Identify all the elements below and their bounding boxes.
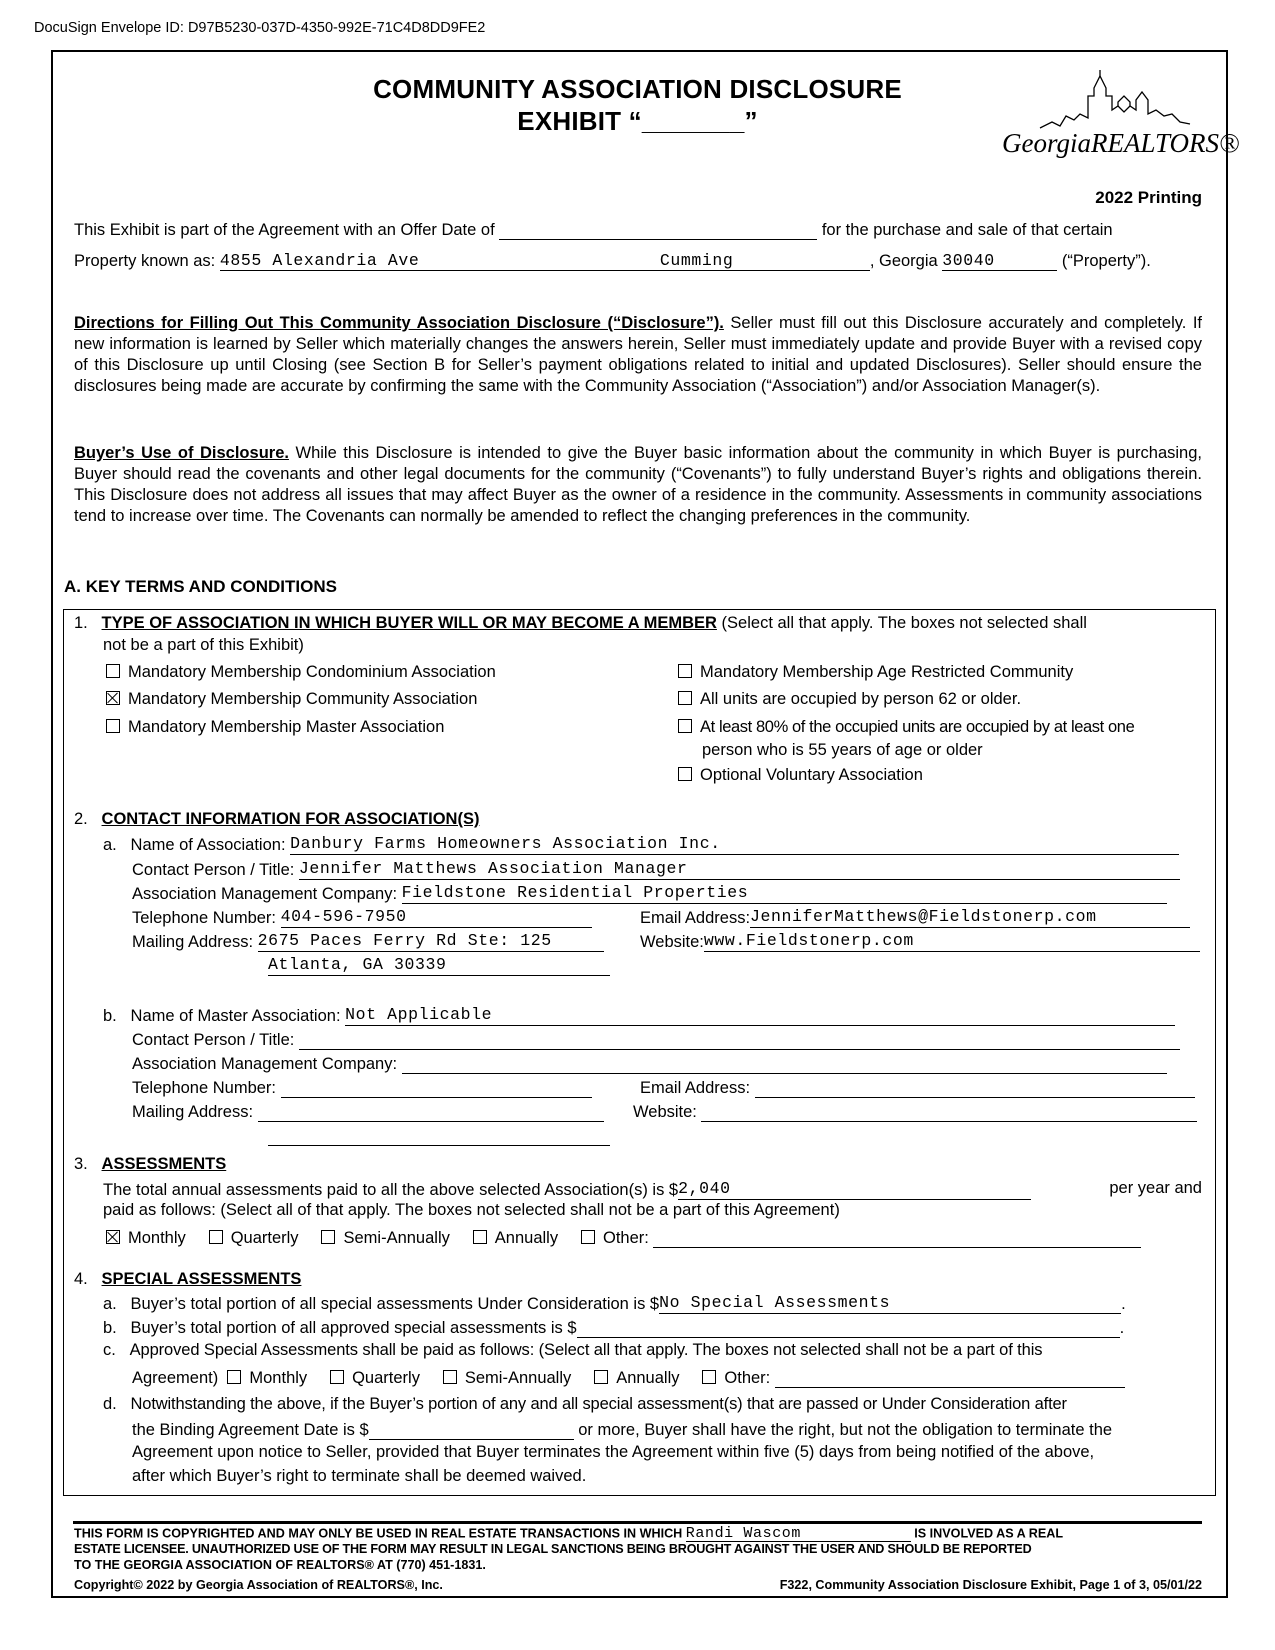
special-semi-annually-checkbox[interactable] (443, 1370, 457, 1384)
quarterly-label: Quarterly (230, 1229, 299, 1247)
special-monthly-label: Monthly (249, 1369, 308, 1387)
master-mail-field[interactable] (258, 1101, 604, 1122)
mgmt-company-label: Association Management Company: (132, 885, 398, 903)
condominium-label: Mandatory Membership Condominium Association (128, 663, 496, 681)
option-voluntary[interactable] (678, 766, 923, 785)
form-title: COMMUNITY ASSOCIATION DISCLOSURE (373, 74, 902, 104)
envelope-id: DocuSign Envelope ID: D97B5230-037D-4350-992E-71C4D8DD9FE2 (34, 20, 486, 36)
intro-offer-text: This Exhibit is part of the Agreement with an Offer Date of (74, 221, 495, 239)
item2a-name-row (103, 834, 1179, 855)
item1-note-cont: not be a part of this Exhibit) (103, 636, 304, 654)
email-label: Email Address: (640, 909, 751, 927)
special-annually-label: Annually (616, 1369, 680, 1387)
special-annually-checkbox[interactable] (594, 1370, 608, 1384)
item2a-letter: a. (103, 836, 117, 854)
item4b-text: Buyer’s total portion of all approved special assessments is $ (130, 1319, 577, 1337)
master-phone-field[interactable] (281, 1077, 592, 1098)
special-other-field[interactable] (775, 1367, 1125, 1388)
buyers-use-body: While this Disclosure is intended to give the Buyer basic information about the community in which Buyer is purchasing, Buyer should read the covenants and other legal documents for the community (“Covenants”) to fully understand Buyer’s rights and obligations therein. This Disclosure does not address all issues that may affect Buyer as the owner of a residence in the community. Assessments in community associations tend to increase over time. The Covenants can normally be amended to reflect the changing preferences in the community. (74, 444, 1202, 525)
master-website-label: Website: (633, 1103, 697, 1121)
master-contact-label: Contact Person / Title: (132, 1031, 295, 1049)
monthly-checkbox[interactable] (106, 1230, 120, 1244)
mailing-address-label: Mailing Address: (132, 933, 254, 951)
footer-copyright: Copyright© 2022 by Georgia Association of REALTORS®, Inc. (74, 1578, 443, 1592)
item4d-line1: Notwithstanding the above, if the Buyer’s portion of any and all special assessment(s) that are passed or Under Consideration after (130, 1395, 1067, 1413)
item4-heading-row (74, 1270, 301, 1289)
master-mail-label: Mailing Address: (132, 1103, 254, 1121)
footer-line-2: ESTATE LICENSEE. UNAUTHORIZED USE OF THE FORM MAY RESULT IN LEGAL SANCTIONS BEING BROUGHT AGAINST THE USER AND SHOULD BE REPORTED (74, 1542, 1032, 1556)
item2b-letter: b. (103, 1007, 117, 1025)
item4-number: 4. (74, 1270, 88, 1288)
master-checkbox[interactable] (106, 719, 120, 733)
directions-body: Seller must fill out this Disclosure accurately and completely. If new information is learned by Seller which materially changes the answers herein, Seller must immediately update and provide Buyer with a revised copy of this Disclosure up until Closing (see Section B for Seller’s payment obligations related to initial and updated Disclosures). Seller should ensure the disclosures being made are accurate by confirming the same with the Community Association (“Association”) and/or Association Manager(s). (74, 314, 1202, 395)
item3-number: 3. (74, 1155, 88, 1173)
item4d-line2-b: or more, Buyer shall have the right, but not the obligation to terminate the (578, 1421, 1113, 1439)
item1-note: (Select all that apply. The boxes not selected shall (721, 614, 1087, 632)
phone-field[interactable] (281, 907, 592, 928)
contact-person-value: Jennifer Matthews Association Manager (298, 859, 688, 878)
option-condominium[interactable] (106, 663, 496, 682)
email-field[interactable] (750, 907, 1190, 928)
mailing-address-field-2[interactable] (268, 955, 610, 976)
master-association-name-value: Not Applicable (345, 1005, 493, 1024)
contact-person-label: Contact Person / Title: (132, 861, 295, 879)
intro-line-2 (74, 251, 1202, 271)
age-restricted-label: Mandatory Membership Age Restricted Community (700, 663, 1074, 681)
master-mail-field-2[interactable] (268, 1125, 610, 1146)
footer-line1-a: THIS FORM IS COPYRIGHTED AND MAY ONLY BE USED IN REAL ESTATE TRANSACTIONS IN WHICH (74, 1526, 683, 1541)
master-label: Mandatory Membership Master Association (128, 718, 445, 736)
master-association-name-label: Name of Master Association: (130, 1007, 341, 1025)
item4a-text: Buyer’s total portion of all special assessments Under Consideration is $ (130, 1295, 660, 1313)
licensee-field[interactable] (686, 1526, 911, 1542)
item2b-phone-row (132, 1077, 592, 1098)
62-older-checkbox[interactable] (678, 691, 692, 705)
item2b-name-row (103, 1005, 1175, 1026)
item2b-mail-row (132, 1101, 604, 1122)
item2-heading-row (74, 810, 479, 829)
annually-label: Annually (494, 1229, 559, 1247)
assessment-amount-field[interactable] (678, 1179, 1031, 1200)
georgia-realtors-logo (1000, 66, 1240, 166)
master-email-field[interactable] (755, 1077, 1195, 1098)
item3-line1 (103, 1179, 1202, 1200)
city-field[interactable] (660, 251, 870, 271)
item4c-options-row (132, 1367, 1125, 1388)
62-older-label: All units are occupied by person 62 or older. (700, 690, 1022, 708)
item2b-email-row (640, 1077, 1195, 1098)
item2-heading: CONTACT INFORMATION FOR ASSOCIATION(S) (101, 810, 480, 828)
contact-person-field[interactable] (299, 859, 1180, 880)
item2a-mail-row-2 (268, 955, 610, 976)
per-year-text: per year and (1109, 1179, 1202, 1197)
80-percent-checkbox[interactable] (678, 719, 692, 733)
item2a-email-row (640, 907, 1190, 928)
item3-options-row (106, 1227, 1141, 1248)
mailing-address-field[interactable] (258, 931, 604, 952)
item2b-mail-row-2 (268, 1125, 610, 1146)
item4d-row2 (132, 1419, 1112, 1440)
item1-number: 1. (74, 614, 88, 632)
assessment-amount-value: 2,040 (678, 1179, 731, 1198)
master-contact-field[interactable] (299, 1029, 1180, 1050)
master-mgmt-field[interactable] (402, 1053, 1167, 1074)
under-consideration-field[interactable] (659, 1293, 1121, 1314)
option-80-percent[interactable] (678, 718, 1134, 737)
approved-assessments-field[interactable] (577, 1317, 1120, 1338)
quarterly-checkbox[interactable] (209, 1230, 223, 1244)
age-restricted-checkbox[interactable] (678, 664, 692, 678)
footer-line-3: TO THE GEORGIA ASSOCIATION OF REALTORS® AT (770) 451-1831. (74, 1557, 486, 1572)
item1-heading-row (74, 614, 1087, 633)
phone-value: 404-596-7950 (280, 907, 407, 926)
item4d-row3: Agreement upon notice to Seller, provided that Buyer terminates the Agreement within five (5) days from being notified of the above, (132, 1443, 1095, 1461)
option-age-restricted[interactable] (678, 663, 1073, 682)
special-quarterly-checkbox[interactable] (330, 1370, 344, 1384)
directions-heading: Directions for Filling Out This Community Association Disclosure (“Disclosure”). (74, 314, 724, 332)
zip-value: 30040 (942, 251, 995, 270)
termination-threshold-field[interactable] (369, 1419, 574, 1440)
item4c-letter: c. (103, 1341, 116, 1359)
printing-year: 2022 Printing (1095, 188, 1202, 207)
master-website-field[interactable] (701, 1101, 1197, 1122)
item2b-web-row (633, 1101, 1197, 1122)
intro-line-1 (74, 220, 1202, 240)
community-checkbox[interactable] (106, 691, 120, 705)
item4d-letter: d. (103, 1395, 117, 1413)
property-label: (“Property”). (1061, 252, 1151, 270)
assessment-total-text: The total annual assessments paid to all the above selected Association(s) is $ (103, 1181, 679, 1199)
special-other-checkbox[interactable] (702, 1370, 716, 1384)
item2b-mgmt-row (132, 1053, 1167, 1074)
website-value: www.Fieldstonerp.com (703, 931, 914, 950)
footer-line1-b: IS INVOLVED AS A REAL (914, 1526, 1064, 1541)
other-checkbox[interactable] (581, 1230, 595, 1244)
section-a-heading: A. KEY TERMS AND CONDITIONS (64, 577, 337, 596)
mailing-address-line2: Atlanta, GA 30339 (268, 955, 447, 974)
item4-heading: SPECIAL ASSESSMENTS (101, 1270, 302, 1288)
item4d-line2-a: the Binding Agreement Date is $ (132, 1421, 369, 1439)
footer-rule (73, 1521, 1202, 1524)
website-label: Website: (640, 933, 704, 951)
association-name-field[interactable] (290, 834, 1179, 855)
mgmt-company-field[interactable] (402, 883, 1167, 904)
intro-purchase-text: for the purchase and sale of that certain (821, 221, 1113, 239)
phone-label: Telephone Number: (132, 909, 277, 927)
item4a-row: a. Buyer’s total portion of all special assessments Under Consideration is $No Special Assessments . (103, 1293, 1126, 1313)
item4c-agreement-text: Agreement) (132, 1369, 219, 1387)
mailing-address-line1: 2675 Paces Ferry Rd Ste: 125 (257, 931, 552, 950)
mgmt-company-value: Fieldstone Residential Properties (401, 883, 749, 902)
footer-form-id: F322, Community Association Disclosure Exhibit, Page 1 of 3, 05/01/22 (779, 1578, 1202, 1592)
item2a-contact-row (132, 859, 1180, 880)
logo-text: GeorgiaREALTORS® (1002, 128, 1240, 158)
item2b-contact-row (132, 1029, 1180, 1050)
offer-date-field[interactable] (499, 220, 817, 240)
buyers-use-heading: Buyer’s Use of Disclosure. (74, 444, 289, 462)
community-label: Mandatory Membership Community Association (128, 690, 478, 708)
special-other-label: Other: (724, 1369, 771, 1387)
special-quarterly-label: Quarterly (352, 1369, 420, 1387)
item2a-phone-row (132, 907, 592, 928)
website-field[interactable] (704, 931, 1200, 952)
semi-annually-label: Semi-Annually (343, 1229, 450, 1247)
master-phone-label: Telephone Number: (132, 1079, 277, 1097)
item4d-row4: after which Buyer’s right to terminate shall be deemed waived. (132, 1467, 587, 1485)
item2a-web-row (640, 931, 1200, 952)
item3-line2: paid as follows: (Select all of that apply. The boxes not selected shall not be a part of this Agreement) (103, 1201, 840, 1219)
under-consideration-value: No Special Assessments (659, 1293, 891, 1312)
other-label: Other: (603, 1229, 649, 1247)
footer-line-1 (74, 1526, 1202, 1542)
licensee-value: Randi Wascom (685, 1525, 801, 1542)
exhibit-title: EXHIBIT “_______” (517, 106, 758, 136)
directions-paragraph (74, 313, 1202, 397)
item4b-row: b. Buyer’s total portion of all approved special assessments is $ . (103, 1319, 1125, 1337)
item4b-letter: b. (103, 1319, 117, 1337)
item3-heading-row (74, 1155, 226, 1174)
property-known-label: Property known as: (74, 252, 216, 270)
item4c-row (103, 1341, 1042, 1360)
address-field[interactable] (220, 251, 660, 271)
80-percent-label: At least 80% of the occupied units are occupied by at least one (700, 718, 1135, 736)
voluntary-checkbox[interactable] (678, 767, 692, 781)
association-name-value: Danbury Farms Homeowners Association Inc. (290, 834, 721, 853)
special-semi-annually-label: Semi-Annually (464, 1369, 572, 1387)
footer-notice (74, 1526, 1202, 1573)
buyers-use-paragraph (74, 443, 1202, 527)
item1-heading: TYPE OF ASSOCIATION IN WHICH BUYER WILL OR MAY BECOME A MEMBER (101, 614, 717, 632)
voluntary-label: Optional Voluntary Association (700, 766, 923, 784)
option-62-older[interactable] (678, 690, 1021, 709)
item4c-text: Approved Special Assessments shall be paid as follows: (Select all that apply. The boxes not selected shall not be a part of this (129, 1341, 1043, 1359)
master-email-label: Email Address: (640, 1079, 751, 1097)
option-master[interactable] (106, 718, 444, 737)
item2-number: 2. (74, 810, 88, 828)
semi-annually-checkbox[interactable] (321, 1230, 335, 1244)
80-percent-cont: person who is 55 years of age or older (702, 741, 983, 759)
address-value: 4855 Alexandria Ave (219, 251, 420, 270)
item3-heading: ASSESSMENTS (101, 1155, 227, 1173)
zip-field[interactable] (942, 251, 1057, 271)
item2a-mgmt-row (132, 883, 1167, 904)
item4a-letter: a. (103, 1295, 117, 1313)
option-community[interactable] (106, 690, 477, 709)
state-label: , Georgia (869, 252, 938, 270)
monthly-label: Monthly (128, 1229, 186, 1247)
master-mgmt-label: Association Management Company: (132, 1055, 398, 1073)
condominium-checkbox[interactable] (106, 664, 120, 678)
city-value: Cumming (659, 251, 734, 270)
item4d-row1 (103, 1395, 1067, 1414)
item2a-mail-row (132, 931, 604, 952)
association-name-label: Name of Association: (130, 836, 286, 854)
special-monthly-checkbox[interactable] (227, 1370, 241, 1384)
email-value: JenniferMatthews@Fieldstonerp.com (750, 907, 1097, 926)
other-field[interactable] (653, 1227, 1141, 1248)
master-association-name-field[interactable] (345, 1005, 1175, 1026)
annually-checkbox[interactable] (473, 1230, 487, 1244)
